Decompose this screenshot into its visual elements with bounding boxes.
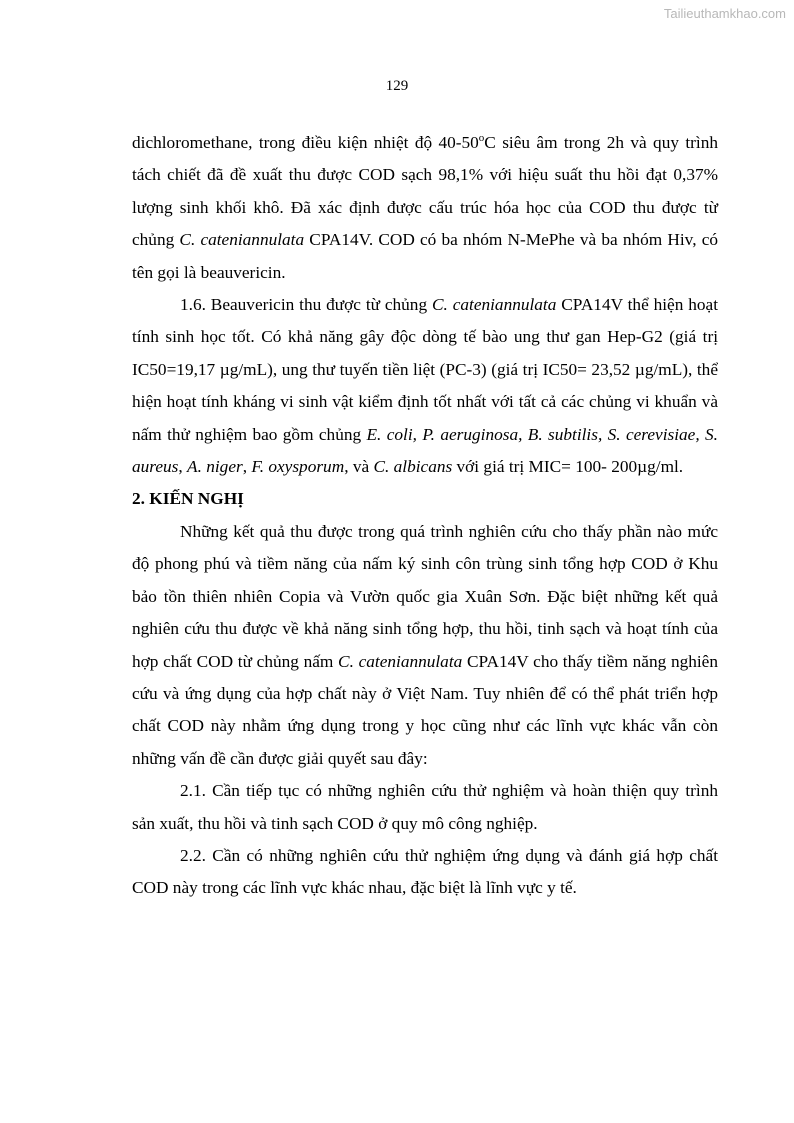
- paragraph-1-6: [132, 289, 718, 483]
- species-name: A. niger: [187, 457, 243, 477]
- watermark-text: Tailieuthamkhao.com: [663, 6, 786, 21]
- text-span: Những kết quả thu được trong quá trình nghiên cứu cho thấy phần nào mức độ phong phú và tiềm năng của nấm ký sinh côn trùng sinh tổng hợp COD ở Khu bảo tồn thiên nhiên Copia và Vườn quốc gia Xuân Sơn. Đặc biệt những kết quả nghiên cứu thu được về khả năng sinh tổng hợp, thu hồi, tinh sạch và hoạt tính của hợp chất COD từ chủng nấm: [132, 521, 718, 671]
- species-name: C. cateniannulata: [179, 230, 305, 250]
- text-span: CPA14V thể hiện hoạt tính sinh học tốt. Có khả năng gây độc dòng tế bào ung thư gan Hep-G2 (giá trị IC50=19,17 µg/mL), ung thư tuyến tiền liệt (PC-3) (giá trị IC50= 23,52 µg/mL), thể hiện hoạt tính kháng vi sinh vật kiểm định tốt nhất với tất cả các chủng vi khuẩn và nấm thử nghiệm bao gồm chủng: [132, 295, 718, 444]
- species-name: C. albicans: [373, 457, 453, 477]
- species-name: F. oxysporum: [251, 457, 345, 477]
- text-span: ,: [178, 457, 188, 477]
- text-span: với giá trị MIC= 100- 200µg/ml.: [452, 457, 684, 477]
- text-span: CPA14V cho thấy tiềm năng nghiên cứu và ứng dụng của hợp chất này ở Việt Nam. Tuy nhiên để có thể phát triển hợp chất COD này nhằm ứng dụng trong y học cũng như các lĩnh vực khác vẫn còn những vấn đề cần được giải quyết sau đây:: [132, 651, 718, 768]
- species-name: C. cateniannulata: [431, 295, 557, 315]
- text-span: dichloromethane, trong điều kiện nhiệt độ 40-50: [132, 133, 479, 152]
- superscript-degree: o: [478, 132, 485, 145]
- page-number: 129: [385, 78, 409, 94]
- paragraph-recommendation-intro: [132, 516, 718, 775]
- text-span: CPA14V. COD có ba nhóm N-MePhe và ba nhóm Hiv, có tên gọi là beauvericin.: [132, 230, 718, 282]
- document-body: [132, 127, 718, 905]
- paragraph-2-2: 2.2. Cần có những nghiên cứu thử nghiệm ứng dụng và đánh giá hợp chất COD này trong các lĩnh vực khác nhau, đặc biệt là lĩnh vực y tế.: [132, 845, 718, 898]
- paragraph-1-5-continued: [132, 127, 718, 289]
- species-name: C. cateniannulata: [338, 651, 463, 671]
- species-name: E. coli, P. aeruginosa, B. subtilis, S. cerevisiae, S. aureus: [132, 424, 718, 477]
- paragraph-2-1: 2.1. Cần tiếp tục có những nghiên cứu thử nghiệm và hoàn thiện quy trình sản xuất, thu hồi và tinh sạch COD ở quy mô công nghiệp.: [132, 781, 718, 833]
- text-span: C siêu âm trong 2h và quy trình tách chiết đã đề xuất thu được COD sạch 98,1% với hiệu suất thu hồi đạt 0,37% lượng sinh khối khô. Đã xác định được cấu trúc hóa học của COD thu được từ chủng: [132, 133, 718, 250]
- text-span: 1.6. Beauvericin thu được từ chủng: [180, 295, 432, 315]
- text-span: , và: [344, 457, 374, 477]
- section-heading-kien-nghi: 2. KIẾN NGHỊ: [132, 489, 244, 509]
- text-span: ,: [242, 457, 252, 477]
